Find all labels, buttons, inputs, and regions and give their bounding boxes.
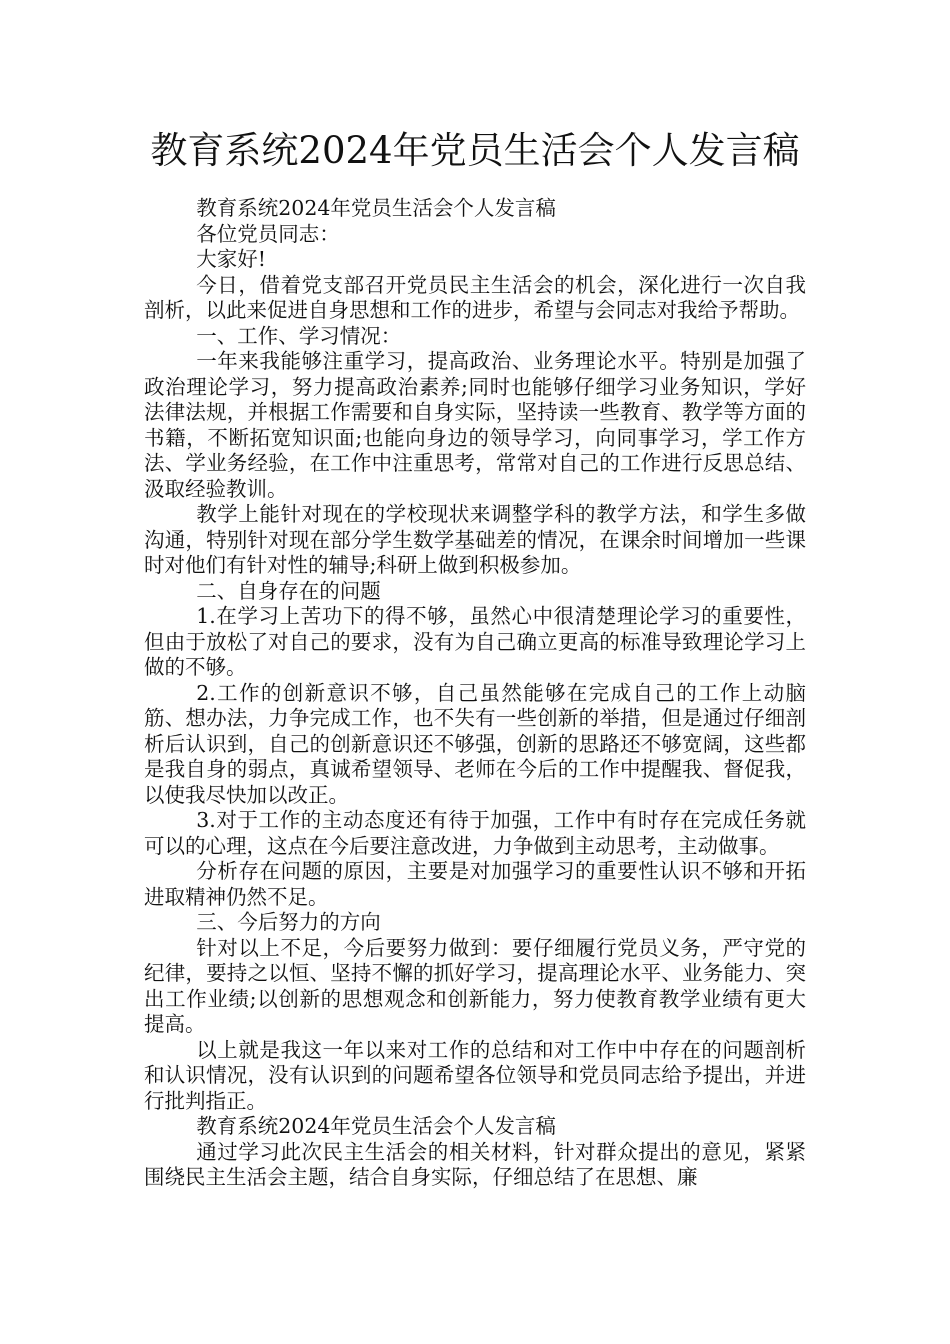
- paragraph-study: 一年来我能够注重学习，提高政治、业务理论水平。特别是加强了政治理论学习，努力提高政治素养;同时也能够仔细学习业务知识，学好法律法规，并根据工作需要和自身实际，坚持读一些教育、教学等方面的书籍，不断拓宽知识面;也能向身边的领导学习，向同事学习，学工作方法、学业务经验，在工作中注重思考，常常对自己的工作进行反思总结、汲取经验教训。: [144, 349, 806, 501]
- paragraph-closing: 以上就是我这一年以来对工作的总结和对工作中中存在的问题剖析和认识情况，没有认识到的问题希望各位领导和党员同志给予提出，并进行批判指正。: [144, 1037, 806, 1113]
- paragraph-teaching: 教学上能针对现在的学校现状来调整学科的教学方法，和学生多做沟通，特别针对现在部分学生数学基础差的情况，在课余时间增加一些课时对他们有针对性的辅导;科研上做到积极参加。: [144, 502, 806, 577]
- paragraph-problem-2: 2.工作的创新意识不够，自己虽然能够在完成自己的工作上动脑筋、想办法，力争完成工作，也不失有一些创新的举措，但是通过仔细剖析后认识到，自己的创新意识还不够强，创新的思路还不够宽阔，这些都是我自身的弱点，真诚希望领导、老师在今后的工作中提醒我、督促我，以使我尽快加以改正。: [144, 680, 806, 807]
- paragraph-salutation: 各位党员同志：: [196, 221, 340, 246]
- paragraph-intro: 今日，借着党支部召开党员民主生活会的机会，深化进行一次自我剖析，以此来促进自身思想和工作的进步，希望与会同志对我给予帮助。: [144, 272, 806, 322]
- paragraph-problem-3: 3.对于工作的主动态度还有待于加强，工作中有时存在完成任务就可以的心理，这点在今后要注意改进，力争做到主动思考，主动做事。: [144, 808, 806, 858]
- section-heading-work-study: 一、工作、学习情况：: [196, 323, 402, 348]
- document-title: 教育系统2024年党员生活会个人发言稿: [150, 129, 800, 172]
- paragraph-causes: 分析存在问题的原因，主要是对加强学习的重要性认识不够和开拓进取精神仍然不足。: [144, 859, 806, 909]
- document-body: [144, 196, 806, 1191]
- section-heading-problems: 二、自身存在的问题: [196, 578, 381, 603]
- paragraph-subtitle: 教育系统2024年党员生活会个人发言稿: [196, 196, 556, 220]
- paragraph-second-intro: 通过学习此次民主生活会的相关材料，针对群众提出的意见，紧紧围绕民主生活会主题，结合自身实际，仔细总结了在思想、廉: [144, 1139, 806, 1189]
- paragraph-second-title: 教育系统2024年党员生活会个人发言稿: [196, 1114, 556, 1138]
- paragraph-direction: 针对以上不足，今后要努力做到：要仔细履行党员义务，严守党的纪律，要持之以恒、坚持不懈的抓好学习，提高理论水平、业务能力、突出工作业绩;以创新的思想观念和创新能力，努力使教育教学业绩有更大提高。: [144, 935, 806, 1036]
- paragraph-greeting: 大家好!: [196, 247, 267, 271]
- paragraph-problem-1: 1.在学习上苦功下的得不够，虽然心中很清楚理论学习的重要性，但由于放松了对自己的要求，没有为自己确立更高的标准导致理论学习上做的不够。: [144, 604, 806, 679]
- section-heading-direction: 三、今后努力的方向: [196, 910, 381, 934]
